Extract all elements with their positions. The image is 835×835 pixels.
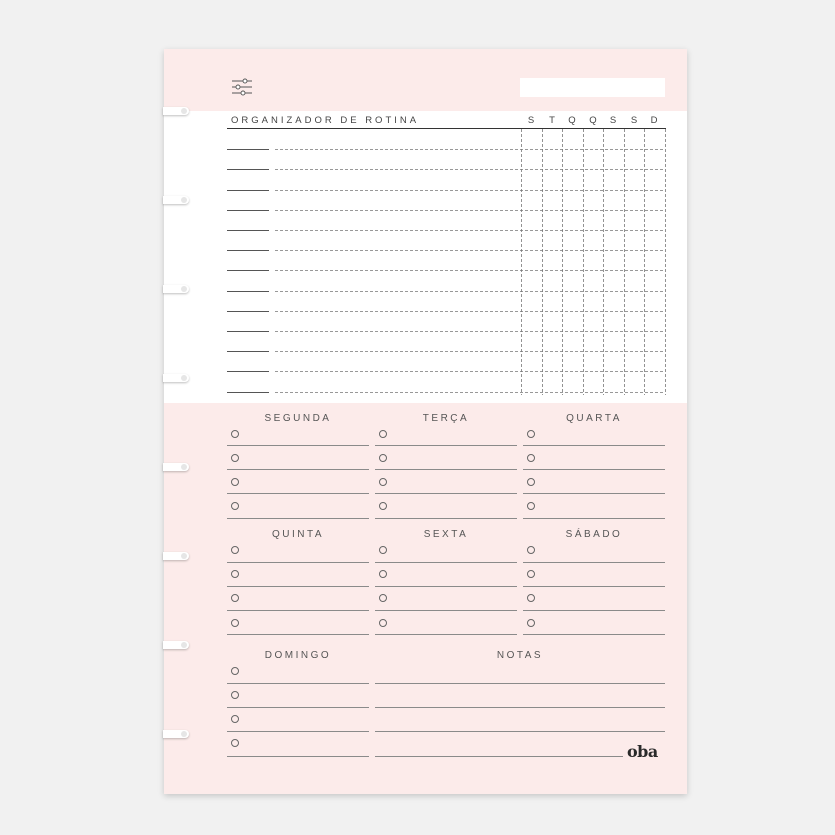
- task-bullet: [527, 570, 535, 578]
- heading-sexta: SEXTA: [423, 529, 469, 540]
- task-bullet: [231, 739, 239, 747]
- task-line: [375, 518, 517, 519]
- task-bullet: [231, 502, 239, 510]
- task-line: [375, 562, 517, 563]
- notes-line: [375, 731, 665, 732]
- heading-quarta: QUARTA: [566, 413, 622, 424]
- task-line: [227, 683, 369, 684]
- task-bullet: [379, 570, 387, 578]
- task-line: [523, 562, 665, 563]
- task-line: [227, 586, 369, 587]
- day-initial-tue: T: [549, 115, 555, 126]
- task-line: [523, 518, 665, 519]
- task-line: [375, 445, 517, 446]
- task-line: [227, 445, 369, 446]
- task-bullet: [527, 619, 535, 627]
- task-bullet: [231, 667, 239, 675]
- task-bullet: [231, 454, 239, 462]
- task-bullet: [379, 502, 387, 510]
- task-line: [227, 610, 369, 611]
- task-bullet: [527, 430, 535, 438]
- task-bullet: [231, 691, 239, 699]
- task-bullet: [379, 619, 387, 627]
- task-bullet: [527, 502, 535, 510]
- day-initial-mon: S: [527, 115, 535, 126]
- task-line: [523, 493, 665, 494]
- task-bullet: [231, 430, 239, 438]
- task-line: [523, 586, 665, 587]
- task-bullet: [527, 594, 535, 602]
- brand-logo: oba: [627, 742, 658, 761]
- heading-terca: TERÇA: [422, 413, 470, 424]
- task-line: [227, 756, 369, 757]
- day-initial-fri: S: [609, 115, 617, 126]
- day-initial-wed: Q: [568, 115, 576, 126]
- task-bullet: [527, 478, 535, 486]
- day-initial-thu: Q: [589, 115, 597, 126]
- heading-domingo: DOMINGO: [264, 650, 332, 661]
- task-bullet: [527, 454, 535, 462]
- task-bullet: [231, 715, 239, 723]
- task-bullet: [231, 594, 239, 602]
- task-line: [375, 469, 517, 470]
- task-bullet: [231, 619, 239, 627]
- task-bullet: [379, 430, 387, 438]
- heading-segunda: SEGUNDA: [264, 413, 332, 424]
- task-bullet: [379, 594, 387, 602]
- notes-line: [375, 756, 623, 757]
- task-line: [227, 731, 369, 732]
- task-bullet: [379, 454, 387, 462]
- task-line: [227, 493, 369, 494]
- task-bullet: [231, 570, 239, 578]
- task-bullet: [379, 546, 387, 554]
- task-line: [375, 586, 517, 587]
- task-bullet: [379, 478, 387, 486]
- task-line: [375, 610, 517, 611]
- task-line: [227, 562, 369, 563]
- heading-sabado: SÁBADO: [565, 529, 623, 540]
- task-line: [227, 518, 369, 519]
- task-line: [227, 469, 369, 470]
- task-line: [523, 469, 665, 470]
- task-bullet: [231, 478, 239, 486]
- task-line: [375, 493, 517, 494]
- task-line: [227, 707, 369, 708]
- task-line: [523, 634, 665, 635]
- routine-title: ORGANIZADOR DE ROTINA: [231, 115, 420, 126]
- heading-notas: NOTAS: [496, 650, 544, 661]
- task-line: [375, 634, 517, 635]
- heading-quinta: QUINTA: [271, 529, 325, 540]
- task-bullet: [527, 546, 535, 554]
- task-line: [523, 610, 665, 611]
- day-initial-sat: S: [630, 115, 638, 126]
- notes-line: [375, 707, 665, 708]
- task-bullet: [231, 546, 239, 554]
- day-initial-sun: D: [650, 115, 658, 126]
- notes-line: [375, 683, 665, 684]
- task-line: [227, 634, 369, 635]
- task-line: [523, 445, 665, 446]
